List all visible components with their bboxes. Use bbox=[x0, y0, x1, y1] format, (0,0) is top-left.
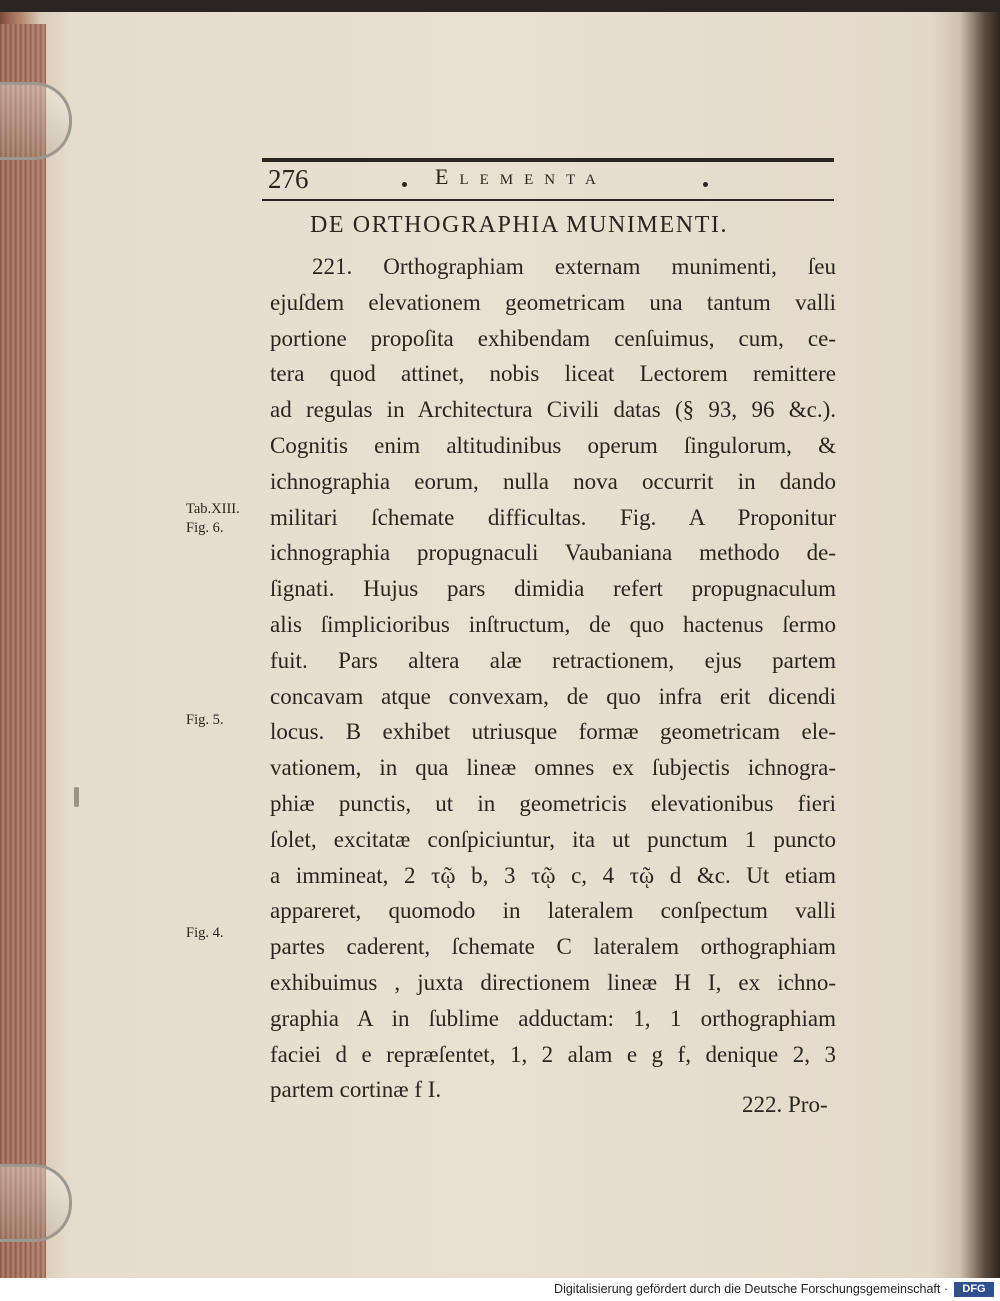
text-line: ad regulas in Architectura Civili datas (§ 93, 96 &c.). bbox=[270, 397, 836, 423]
margin-note-fig5: Fig. 5. bbox=[186, 712, 224, 728]
text-line: graphia A in ſublime adductam: 1, 1 orthographiam bbox=[270, 1005, 836, 1031]
text-line: a immineat, 2 τῷ b, 3 τῷ c, 4 τῷ d &c. Ut etiam bbox=[270, 862, 836, 888]
text-line: 221. Orthographiam externam munimenti, ſeu bbox=[312, 254, 836, 279]
text-line: portione propoſita exhibendam cenſuimus, cum, ce- bbox=[270, 325, 836, 351]
page-edge-stack bbox=[0, 24, 46, 1290]
funding-credit: Digitalisierung gefördert durch die Deutsche Forschungsgemeinschaft · bbox=[554, 1282, 948, 1296]
text-line: phiæ punctis, ut in geometricis elevationibus fieri bbox=[270, 790, 836, 816]
margin-note-tab: Tab.XIII. bbox=[186, 501, 240, 517]
text-line: Cognitis enim altitudinibus operum ſingulorum, & bbox=[270, 432, 836, 458]
page-number: 276 bbox=[268, 164, 309, 194]
header-rule-top bbox=[262, 158, 834, 162]
footer-bar bbox=[0, 1278, 1000, 1301]
text-line: ichnographia propugnaculi Vaubaniana methodo de- bbox=[270, 540, 836, 566]
text-line: locus. B exhibet utriusque formæ geometricam ele- bbox=[270, 719, 836, 745]
margin-note-fig6: Fig. 6. bbox=[186, 520, 224, 536]
text-line: vationem, in qua lineæ omnes ex ſubjectis ichnogra- bbox=[270, 755, 836, 781]
text-line: alis ſimplicioribus inſtructum, de quo hactenus ſermo bbox=[270, 611, 836, 637]
body-paragraph bbox=[270, 249, 836, 1108]
page-clip-bottom bbox=[0, 1164, 72, 1242]
text-line: militari ſchemate difficultas. Fig. A Proponitur bbox=[270, 504, 836, 530]
text-line: tera quod attinet, nobis liceat Lectorem remittere bbox=[270, 361, 836, 387]
margin-note-fig4: Fig. 4. bbox=[186, 925, 224, 941]
ink-smudge bbox=[74, 787, 79, 807]
header-ornament-dot bbox=[402, 182, 407, 187]
text-line: partes caderent, ſchemate C lateralem orthographiam bbox=[270, 934, 836, 960]
dfg-logo: DFG bbox=[954, 1282, 994, 1297]
text-line: exhibuimus , juxta directionem lineæ H I, ex ichno- bbox=[270, 969, 836, 995]
text-line: partem cortinæ f I. bbox=[270, 1077, 442, 1103]
text-line: ichnographia eorum, nulla nova occurrit in dando bbox=[270, 468, 836, 494]
text-line: concavam atque convexam, de quo infra erit dicendi bbox=[270, 683, 836, 709]
page-clip-top bbox=[0, 82, 72, 160]
text-line: ſignati. Hujus pars dimidia refert propugnaculum bbox=[270, 576, 836, 602]
header-rule-bottom bbox=[262, 199, 834, 201]
header-ornament-dot bbox=[703, 182, 708, 187]
text-line: fuit. Pars altera alæ retractionem, ejus partem bbox=[270, 647, 836, 673]
text-line: appareret, quomodo in lateralem conſpectum valli bbox=[270, 898, 836, 924]
section-title: DE ORTHOGRAPHIA MUNIMENTI. bbox=[310, 212, 729, 238]
catchword: 222. Pro- bbox=[742, 1092, 828, 1117]
text-line: faciei d e repræſentet, 1, 2 alam e g f, denique 2, 3 bbox=[270, 1041, 836, 1067]
text-line: ejuſdem elevationem geometricam una tantum valli bbox=[270, 289, 836, 315]
text-line: ſolet, excitatæ conſpiciuntur, ita ut punctum 1 puncto bbox=[270, 826, 836, 852]
running-head: Elementa bbox=[435, 164, 607, 189]
